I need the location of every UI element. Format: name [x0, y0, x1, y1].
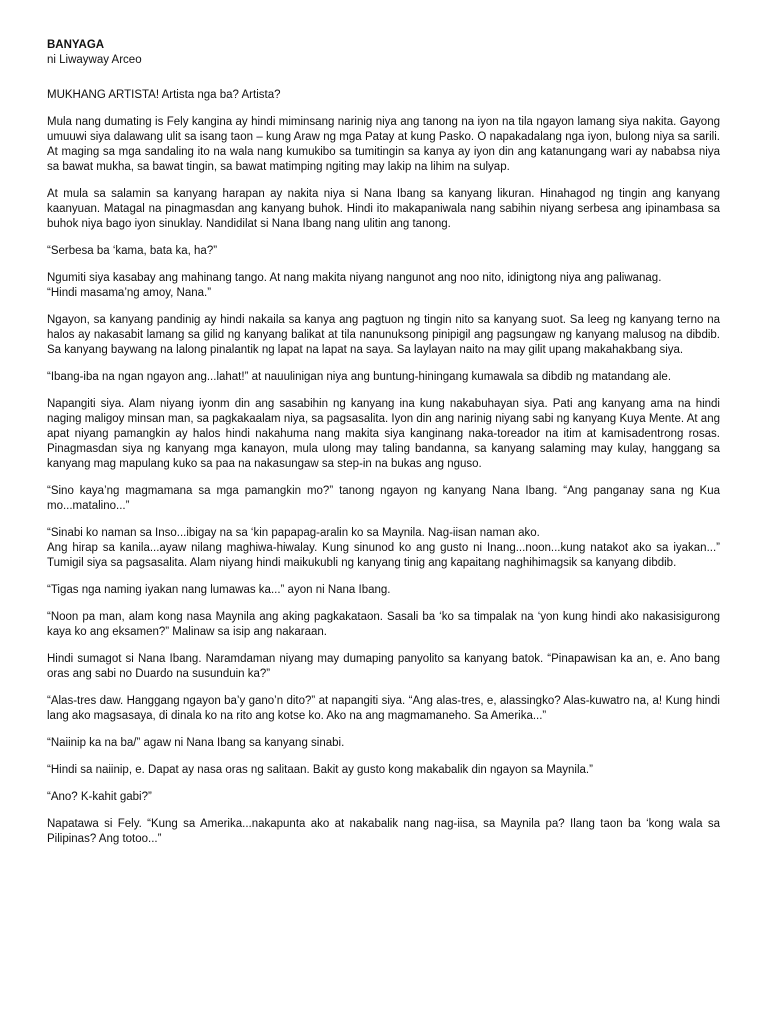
paragraph-1: MUKHANG ARTISTA! Artista nga ba? Artista?: [47, 89, 281, 101]
paragraph-10: “Sinabi ko naman sa Inso...ibigay na sa ‘kin papapag-aralin ko sa Maynila. Nag-iisan naman ako. Ang hirap sa kanila...ayaw nilang maghiwa-hiwalay. Kung sinunod ko ang gusto ni Inang...noon...kung natakot ako sa iyakan...” Tumigil siya sa pagsasalita. Alam niyang hindi maikukubli ng kanyang tinig ang kapaitang naghihimagsik sa kanyang dibdib.: [47, 527, 720, 569]
paragraph-16: “Hindi sa naiinip, e. Dapat ay nasa oras ng salitaan. Bakit ay gusto kong makabalik din ngayon sa Maynila.”: [47, 764, 593, 776]
paragraph-6: Ngayon, sa kanyang pandinig ay hindi nakaila sa kanya ang pagtuon ng tingin nito sa kanyang suot. Sa leeg ng kanyang terno na halos ay nakasabit lamang sa gilid ng kanyang balikat at tila nanunuksong pinipigil ang pagsungaw ng kanyang malusog na dibdib. Sa kanyang baywang na lalong pinalantik ng lapat na lapat na saya. Sa laylayan naito na may gilit upang makahakbang siya.: [47, 314, 720, 356]
paragraph-12: “Noon pa man, alam kong nasa Maynila ang aking pagkakataon. Sasali ba ‘ko sa timpalak na ‘yon kung hindi ako nakasisigurong kaya ko ang eksamen?” Malinaw sa isip ang nakaraan.: [47, 611, 720, 638]
story-author: ni Liwayway Arceo: [47, 54, 142, 66]
paragraph-7: “Ibang-iba na ngan ngayon ang...lahat!” at nauulinigan niya ang buntung-hiningang kumawala sa dibdib ng matandang ale.: [47, 371, 672, 383]
story-title: BANYAGA: [47, 39, 105, 51]
paragraph-5: Ngumiti siya kasabay ang mahinang tango. At nang makita niyang nangunot ang noo nito, idinigtong niya ang paliwanag. “Hindi masama’ng amoy, Nana.”: [47, 272, 662, 299]
paragraph-9: “Sino kaya’ng magmamana sa mga pamangkin mo?” tanong ngayon ng kanyang Nana Ibang. “Ang panganay sana ng Kua mo...matalino...”: [47, 485, 720, 512]
paragraph-18: Napatawa si Fely. “Kung sa Amerika...nakapunta ako at nakabalik nang nag-iisa, sa Maynila pa? Ilang taon ba ‘kong wala sa Pilipinas? Ang totoo...”: [47, 818, 720, 845]
paragraph-14: “Alas-tres daw. Hanggang ngayon ba’y gano’n dito?” at napangiti siya. “Ang alas-tres, e, alassingko? Alas-kuwatro na, a! Kung hindi lang ako magsasaya, di dinala ko na rito ang kotse ko. Ako na ang magmamaneho. Sa Amerika...”: [47, 695, 720, 722]
paragraph-8: Napangiti siya. Alam niyang iyonm din ang sasabihin ng kanyang ina kung nakabuhayan siya. Pati ang kanyang ama na hindi naging maligoy minsan man, sa pagkakaalam niya, sa pagsasalita. Iyon din ang narinig niyang sabi ng kanyang Kuya Mente. At ang apat niyang pamangkin ay halos hindi nakahuma nang makita siya kanginang naka-toreador na itim at kamisadentrong rosas. Pinagmasdan siya ng kanyang mga kanayon, mula ulong may taling bandanna, sa kanyang salaming may kulay, hanggang sa kanyang mag mapulang kuko sa paa na nakasungaw sa step-in na bukas ang nguso.: [47, 398, 720, 470]
paragraph-4: “Serbesa ba ‘kama, bata ka, ha?”: [47, 245, 218, 257]
paragraph-13: Hindi sumagot si Nana Ibang. Naramdaman niyang may dumaping panyolito sa kanyang batok. “Pinapawisan ka an, e. Ano bang oras ang sabi no Duardo na susunduin ka?”: [47, 653, 720, 680]
paragraph-3: At mula sa salamin sa kanyang harapan ay nakita niya si Nana Ibang sa kanyang likuran. Hinahagod ng tingin ang kanyang kaanyuan. Matagal na pinagmasdan ang kanyang buhok. Hindi ito makapaniwala nang sabihin niyang serbesa ang ipinambasa sa buhok niya bago iyon sinuklay. Nandidilat si Nana Ibang nang ulitin ang tanong.: [47, 188, 720, 230]
paragraph-15: “Naiinip ka na ba/” agaw ni Nana Ibang sa kanyang sinabi.: [47, 737, 345, 749]
document-page: [47, 38, 720, 859]
paragraph-11: “Tigas nga naming iyakan nang lumawas ka...” ayon ni Nana Ibang.: [47, 584, 391, 596]
paragraph-2: Mula nang dumating is Fely kangina ay hindi miminsang narinig niya ang tanong na iyon na tila ngayon lamang siya nakita. Gayong umuuwi siya dalawang ulit sa isang taon – kung Araw ng mga Patay at kung Pasko. O napakadalang nga iyon, bulong niya sa sarili. At maging sa mga sandaling ito na wala nang kumukibo sa tumitingin sa kanya ay iyon din ang katanungang wari ay nababsa niya sa bawat mukha, sa bawat tingin, sa bawat matimping ngiting may lakip na lihim na sulyap.: [47, 116, 720, 173]
paragraph-17: “Ano? K-kahit gabi?”: [47, 791, 152, 803]
